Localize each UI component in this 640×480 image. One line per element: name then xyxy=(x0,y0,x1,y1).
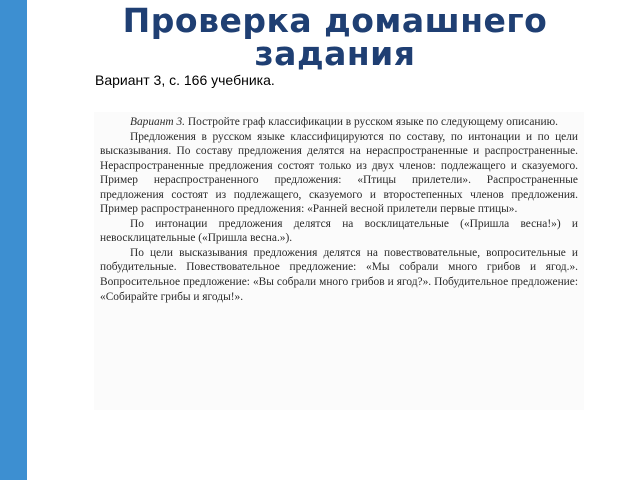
page-title-line-1: Проверка домашнего xyxy=(122,1,548,40)
textbook-page-scan xyxy=(94,112,584,410)
text-paragraph-composition: Предложения в русском языке классифицируются по составу, по интонации и по цели высказывания. По составу предложения делятся на нераспространенные и распространенные. Нераспространенные предложения состоят только из двух членов: подлежащего и сказуемого. Пример нераспространенного предложения: «Птицы прилетели». Распространенные предложения состоят из подлежащего, сказуемого и второстепенных членов предложения. Пример распространенного предложения: «Ранней весной прилетели первые птицы». xyxy=(100,130,578,216)
text-paragraph-purpose: По цели высказывания предложения делятся на повествовательные, вопросительные и побудительные. Повествовательное предложение: «Мы собрали много грибов и ягод.». Вопросительное предложение: «Вы собрали много грибов и ягод?». Побудительное предложение: «Собирайте грибы и ягоды!». xyxy=(100,246,578,303)
text-paragraph-intonation: По интонации предложения делятся на восклицательные («Пришла весна!») и невосклицательные («Пришла весна.»). xyxy=(100,217,578,245)
page-title-line-2: задания xyxy=(254,34,416,73)
left-accent-bar xyxy=(0,0,27,480)
assignment-reference: Вариант 3, с. 166 учебника. xyxy=(95,72,275,88)
variant-label: Вариант 3. xyxy=(130,116,186,128)
page-title xyxy=(40,1,630,73)
task-paragraph xyxy=(100,115,578,130)
task-text: Постройте граф классификации в русском языке по следующему описанию. xyxy=(187,116,558,128)
